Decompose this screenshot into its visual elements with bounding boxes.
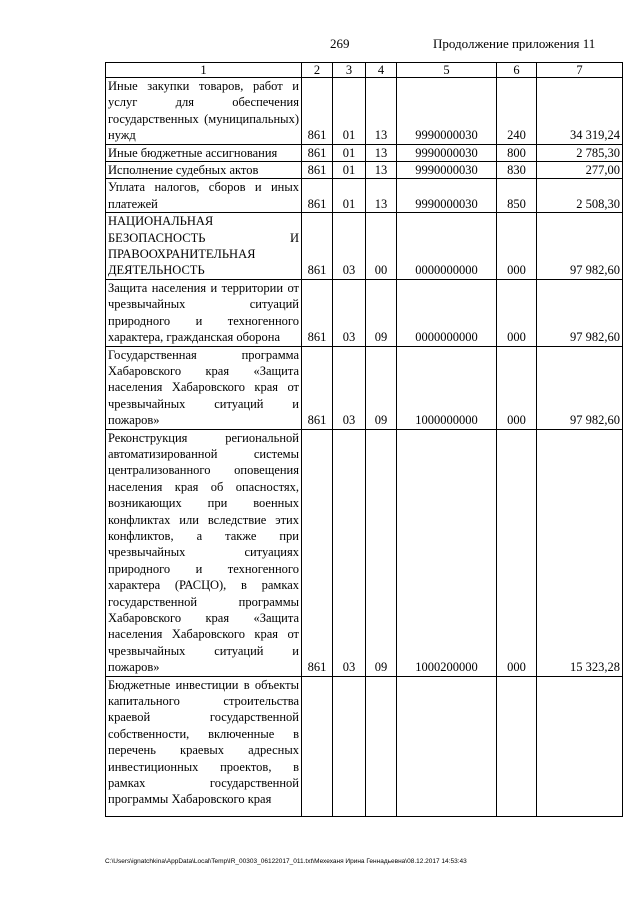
- cell-target: 9990000030: [397, 144, 497, 161]
- cell-subsection: 13: [366, 162, 397, 179]
- cell-subsection: 09: [366, 429, 397, 676]
- table-header-row: [106, 63, 623, 78]
- row-name: Реконструкция региональной автоматизированной системы централизованного оповещения населения края об опасностях, возникающих при военных конфликтах или вследствие этих конфликтов, а также при чрезвычайных ситуациях природного и техногенного характера (РАСЦО), в рамках государственной программы Хабаровского края «Защита населения Хабаровского края от чрезвычайных ситуаций и пожаров»: [106, 429, 302, 676]
- row-name: НАЦИОНАЛЬНАЯ БЕЗОПАСНОСТЬ И ПРАВООХРАНИТЕЛЬНАЯ ДЕЯТЕЛЬНОСТЬ: [106, 213, 302, 280]
- cell-expense-type: 000: [497, 213, 537, 280]
- appendix-continuation-label: Продолжение приложения 11: [433, 36, 596, 51]
- table-row: [106, 346, 623, 429]
- row-name: Защита населения и территории от чрезвычайных ситуаций природного и техногенного характера, гражданская оборона: [106, 279, 302, 346]
- table-row: [106, 429, 623, 676]
- cell-code: 861: [302, 429, 333, 676]
- column-header: 7: [537, 63, 623, 78]
- cell-code: 861: [302, 78, 333, 145]
- cell-subsection: 00: [366, 213, 397, 280]
- cell-section: 01: [333, 179, 366, 213]
- cell-section: 01: [333, 162, 366, 179]
- table-row: [106, 179, 623, 213]
- cell-section: 03: [333, 213, 366, 280]
- cell-code: 861: [302, 179, 333, 213]
- column-header: 2: [302, 63, 333, 78]
- cell-code: [302, 676, 333, 816]
- column-header: 4: [366, 63, 397, 78]
- cell-target: 9990000030: [397, 179, 497, 213]
- budget-table: [105, 62, 623, 817]
- cell-subsection: 13: [366, 179, 397, 213]
- cell-expense-type: 800: [497, 144, 537, 161]
- cell-expense-type: 240: [497, 78, 537, 145]
- cell-expense-type: 850: [497, 179, 537, 213]
- page-number: 269: [330, 36, 350, 51]
- table-row: [106, 78, 623, 145]
- row-name: Иные бюджетные ассигнования: [106, 144, 302, 161]
- cell-target: 9990000030: [397, 162, 497, 179]
- cell-subsection: 09: [366, 346, 397, 429]
- cell-section: [333, 676, 366, 816]
- cell-amount: 97 982,60: [537, 346, 623, 429]
- cell-subsection: 13: [366, 144, 397, 161]
- cell-amount: 34 319,24: [537, 78, 623, 145]
- column-header: 1: [106, 63, 302, 78]
- file-path-footer: C:\Users\ignatchkina\AppData\Local\Temp\IR_00303_06122017_011.txt\Мехеханя Ирина Геннадьевна\08.12.2017 14:53:43: [105, 858, 467, 865]
- table-row: [106, 279, 623, 346]
- cell-target: 1000200000: [397, 429, 497, 676]
- cell-code: 861: [302, 279, 333, 346]
- cell-subsection: [366, 676, 397, 816]
- table-row: [106, 162, 623, 179]
- cell-amount: 277,00: [537, 162, 623, 179]
- cell-subsection: 13: [366, 78, 397, 145]
- cell-expense-type: 830: [497, 162, 537, 179]
- cell-section: 03: [333, 346, 366, 429]
- cell-code: 861: [302, 162, 333, 179]
- table-row: [106, 676, 623, 816]
- table-row: [106, 144, 623, 161]
- column-header: 6: [497, 63, 537, 78]
- cell-amount: 97 982,60: [537, 213, 623, 280]
- cell-code: 861: [302, 213, 333, 280]
- cell-section: 01: [333, 144, 366, 161]
- cell-amount: 97 982,60: [537, 279, 623, 346]
- cell-amount: 2 508,30: [537, 179, 623, 213]
- cell-subsection: 09: [366, 279, 397, 346]
- cell-code: 861: [302, 346, 333, 429]
- row-name: Иные закупки товаров, работ и услуг для обеспечения государственных (муниципальных) нужд: [106, 78, 302, 145]
- cell-section: 03: [333, 429, 366, 676]
- column-header: 5: [397, 63, 497, 78]
- cell-amount: [537, 676, 623, 816]
- cell-amount: 15 323,28: [537, 429, 623, 676]
- row-name: Бюджетные инвестиции в объекты капитального строительства краевой государственной собственности, включенные в перечень краевых адресных инвестиционных проектов, в рамках государственной программы Хабаровского края: [106, 676, 302, 816]
- cell-target: 1000000000: [397, 346, 497, 429]
- row-name: Уплата налогов, сборов и иных платежей: [106, 179, 302, 213]
- cell-expense-type: 000: [497, 429, 537, 676]
- cell-target: 0000000000: [397, 279, 497, 346]
- row-name: Государственная программа Хабаровского края «Защита населения Хабаровского края от чрезвычайных ситуаций и пожаров»: [106, 346, 302, 429]
- cell-expense-type: 000: [497, 279, 537, 346]
- cell-amount: 2 785,30: [537, 144, 623, 161]
- column-header: 3: [333, 63, 366, 78]
- cell-target: 9990000030: [397, 78, 497, 145]
- cell-section: 03: [333, 279, 366, 346]
- cell-expense-type: [497, 676, 537, 816]
- cell-section: 01: [333, 78, 366, 145]
- cell-expense-type: 000: [497, 346, 537, 429]
- cell-code: 861: [302, 144, 333, 161]
- cell-target: 0000000000: [397, 213, 497, 280]
- cell-target: [397, 676, 497, 816]
- row-name: Исполнение судебных актов: [106, 162, 302, 179]
- table-row: [106, 213, 623, 280]
